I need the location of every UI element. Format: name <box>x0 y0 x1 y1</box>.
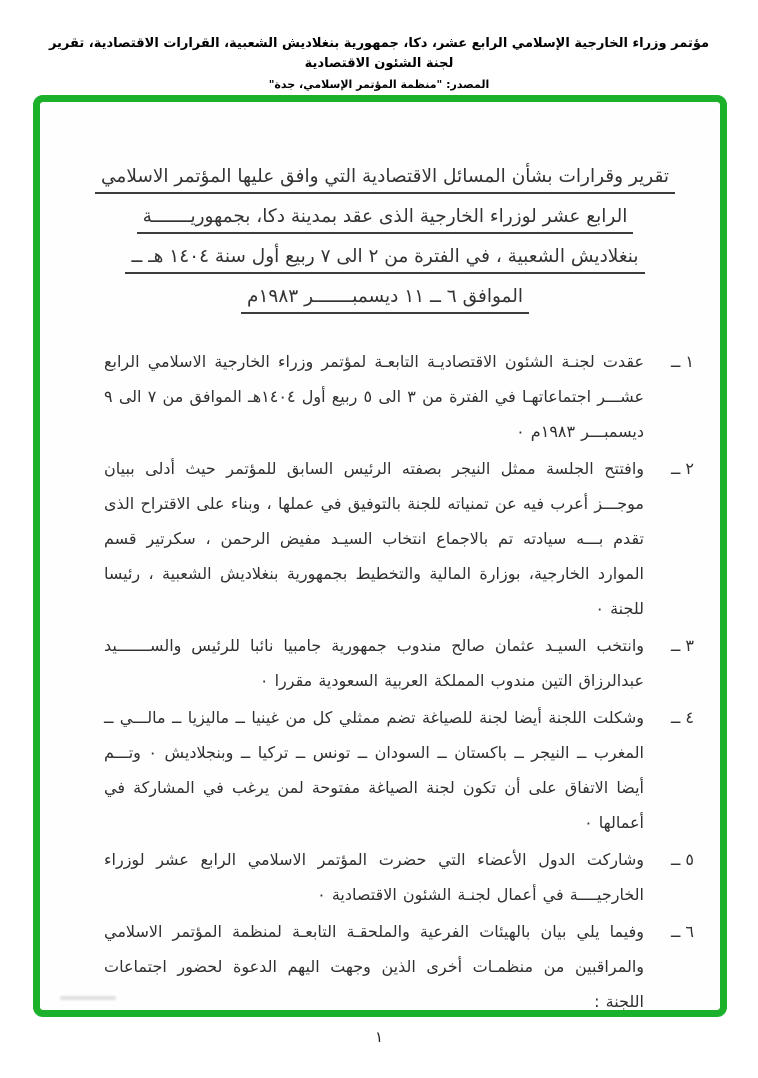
paragraph-text: وفيما يلي بيان بالهيئات الفرعية والملحقـة التابعـة لمنظمة المؤتمر الاسلامي والمراقبين من منظمـات أخرى الذين وجهت اليهم الدعوة لحضور اجتماعات اللجنة : <box>104 922 644 1011</box>
paragraph-number: ٣ ــ <box>670 636 694 655</box>
paragraph-text: وشكلت اللجنة أيضا لجنة للصياغة تضم ممثلي كل من غينيا ــ ماليزيا ــ مالـــي ــ المغرب ــ النيجر ــ باكستان ــ السودان ــ تونس ــ تركيا ــ وبنجلاديش ٠ وتـــم أيضا الاتفاق على أن تكون لجنة الصياغة مفتوحة لمن يرغب في المشاركة في أعمالها ٠ <box>104 708 645 832</box>
highlight-border-box <box>33 95 727 1017</box>
paragraph-text: وشاركت الدول الأعضاء التي حضرت المؤتمر الاسلامي الرابع عشر لوزراء الخارجيــــة في أعمال لجنـة الشئون الاقتصادية ٠ <box>104 850 644 904</box>
paragraph-4 <box>104 700 694 840</box>
paragraph-number: ٥ ــ <box>670 850 694 869</box>
title-line: الرابع عشر لوزراء الخارجية الذى عقد بمدينة دكا، بجمهوريـــــــة <box>137 206 634 234</box>
title-line: تقرير وقرارات بشأن المسائل الاقتصادية التي وافق عليها المؤتمر الاسلامي <box>95 166 675 194</box>
paragraph-5 <box>104 842 694 912</box>
document-title-block <box>76 166 694 314</box>
paragraph-list <box>76 344 694 1019</box>
title-line: بنغلاديش الشعبية ، في الفترة من ٢ الى ٧ ربيع أول سنة ١٤٠٤ هـ ــ <box>125 246 644 274</box>
title-line: الموافق ٦ ــ ١١ ديسمبـــــــر ١٩٨٣م <box>241 286 529 314</box>
paragraph-text: وانتخب السيـد عثمان صالح مندوب جمهورية جامبيا نائبا للرئيس والســـــــيد عبدالرزاق التين مندوب المملكة العربية السعودية مقررا ٠ <box>104 636 644 690</box>
header-title: مؤتمر وزراء الخارجية الإسلامي الرابع عشر، دكا، جمهورية بنغلاديش الشعبية، القرارات الاقتصادية، تقرير لجنة الشئون الاقتصادية <box>48 36 710 71</box>
scan-artifact-smudge <box>60 996 116 1000</box>
page-header <box>0 34 758 91</box>
paragraph-number: ٢ ــ <box>670 459 694 478</box>
paragraph-text: عقدت لجنـة الشئون الاقتصاديـة التابعـة لمؤتمر وزراء الخارجية الاسلامي الرابع عشـــر اجتماعاتهـا في الفترة من ٣ الى ٥ ربيع أول ١٤٠٤هـ الموافق من ٧ الى ٩ ديسمبـــر ١٩٨٣م ٠ <box>104 352 645 441</box>
paragraph-number: ٦ ــ <box>670 922 694 941</box>
paragraph-3 <box>104 628 694 698</box>
paragraph-2 <box>104 451 694 626</box>
page-number: ١ <box>374 1028 384 1046</box>
header-source: المصدر: "منظمة المؤتمر الإسلامي، جدة" <box>268 78 490 91</box>
paragraph-text: وافتتح الجلسة ممثل النيجر بصفته الرئيس السابق للمؤتمر حيث أدلى ببيان موجـــز أعرب فيه عن تمنياته للجنة بالتوفيق في عملها ، وبناء على الاقتراح الذى تقدم بـــه سيادته تم بالاجماع انتخاب السيـد مفيض الرحمن ، سكرتير قسم الموارد الخارجية، بوزارة المالية والتخطيط بجمهورية بنغلاديش الشعبية ، رئيسا للجنة ٠ <box>104 459 644 618</box>
paragraph-number: ١ ــ <box>670 352 694 371</box>
paragraph-number: ٤ ــ <box>670 708 694 727</box>
paragraph-1 <box>104 344 694 449</box>
scanned-document-content <box>40 102 720 1010</box>
paragraph-6 <box>104 914 694 1019</box>
